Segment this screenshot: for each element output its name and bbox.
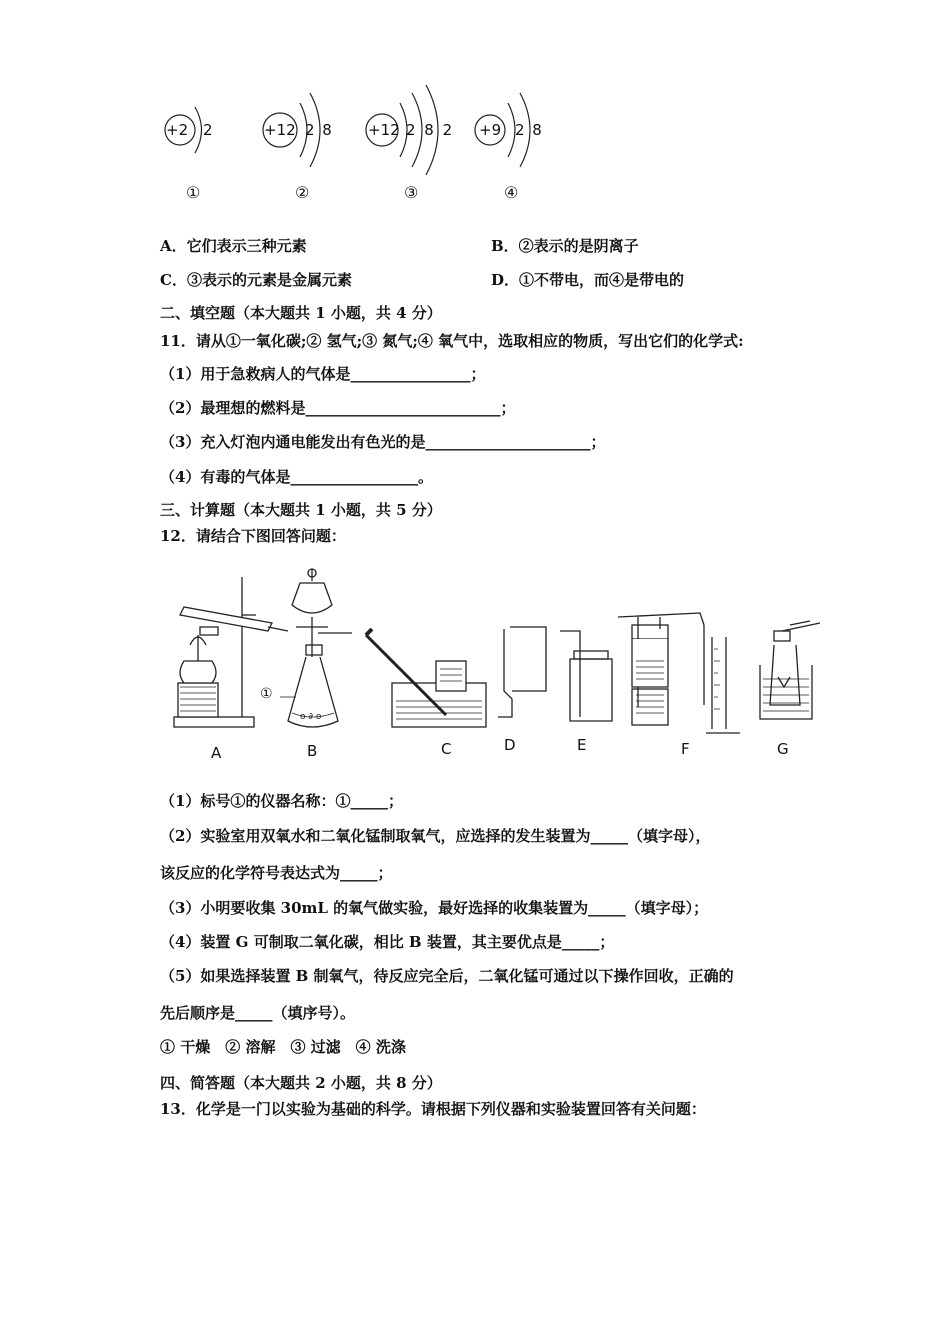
apparatus-label-c: C <box>441 740 452 758</box>
apparatus-d-drawing <box>498 627 546 717</box>
apparatus-label-g: G <box>777 740 789 758</box>
question-12: 12．请结合下图回答问题： <box>160 527 346 545</box>
q12-part-5b: 先后顺序是_____（填序号）。 <box>160 1004 356 1022</box>
apparatus-svg <box>160 565 825 765</box>
apparatus-label-b: B <box>307 742 318 760</box>
q12-part-1: （1）标号①的仪器名称：①_____； <box>160 792 403 810</box>
atom-2-nucleus: +12 <box>264 121 296 139</box>
q11-part-2: （2）最理想的燃料是__________________________； <box>160 399 516 417</box>
atom-3-label: ③ <box>404 183 419 202</box>
atom-4-label: ④ <box>504 183 519 202</box>
apparatus-a-drawing <box>174 577 288 727</box>
instrument-marker: ① <box>260 686 273 702</box>
q12-part-4: （4）装置 G 可制取二氧化碳，相比 B 装置，其主要优点是_____； <box>160 933 615 951</box>
atom-4-shells: 2 8 <box>515 121 542 139</box>
atom-2-shells: 2 8 <box>305 121 332 139</box>
atom-3-nucleus: +12 <box>368 121 400 139</box>
apparatus-e-drawing <box>560 631 612 721</box>
q12-part-2a: （2）实验室用双氧水和二氧化锰制取氧气，应选择的发生装置为_____（填字母）， <box>160 827 711 845</box>
atom-4-nucleus: +9 <box>479 121 502 139</box>
section-3-title: 三、计算题（本大题共 1 小题，共 5 分） <box>160 501 442 519</box>
q11-part-4: （4）有毒的气体是_________________。 <box>160 468 433 486</box>
atom-1-shells: 2 <box>203 121 213 139</box>
option-a: A．它们表示三种元素 <box>160 237 307 255</box>
q12-part-3: （3）小明要收集 30mL 的氧气做实验，最好选择的收集装置为_____（填字母）； <box>160 899 709 917</box>
question-11: 11．请从①一氧化碳;② 氢气;③ 氮气;④ 氧气中，选取相应的物质，写出它们的化学式: <box>160 332 744 350</box>
option-b: B．②表示的是阴离子 <box>491 237 639 255</box>
apparatus-c-drawing <box>366 629 486 727</box>
q11-part-1: （1）用于急救病人的气体是________________； <box>160 365 486 383</box>
atom-3-shells: 2 8 2 <box>406 121 453 139</box>
apparatus-b-drawing <box>280 569 352 727</box>
q12-part-5a: （5）如果选择装置 B 制氧气，待反应完全后，二氧化锰可通过以下操作回收，正确的 <box>160 967 734 985</box>
apparatus-label-e: E <box>577 736 587 754</box>
apparatus-figure <box>160 565 825 765</box>
apparatus-g-drawing <box>760 621 820 719</box>
option-c: C．③表示的元素是金属元素 <box>160 271 352 289</box>
atom-1-label: ① <box>186 183 201 202</box>
q12-operations: ① 干燥 ② 溶解 ③ 过滤 ④ 洗涤 <box>160 1038 406 1056</box>
atom-1-nucleus: +2 <box>166 121 189 139</box>
apparatus-label-f: F <box>681 740 690 758</box>
q12-part-2b: 该反应的化学符号表达式为_____； <box>160 864 393 882</box>
question-13: 13．化学是一门以实验为基础的科学。请根据下列仪器和实验装置回答有关问题： <box>160 1100 706 1118</box>
apparatus-f-drawing <box>618 613 740 733</box>
q11-part-3: （3）充入灯泡内通电能发出有色光的是______________________； <box>160 433 606 451</box>
atom-2-label: ② <box>295 183 310 202</box>
apparatus-label-a: A <box>211 744 222 762</box>
section-4-title: 四、简答题（本大题共 2 小题，共 8 分） <box>160 1074 442 1092</box>
option-d: D．①不带电，而④是带电的 <box>491 271 685 289</box>
svg-text:ο ∂ ο: ο ∂ ο <box>300 712 322 722</box>
apparatus-label-d: D <box>504 736 516 754</box>
section-2-title: 二、填空题（本大题共 1 小题，共 4 分） <box>160 304 442 322</box>
